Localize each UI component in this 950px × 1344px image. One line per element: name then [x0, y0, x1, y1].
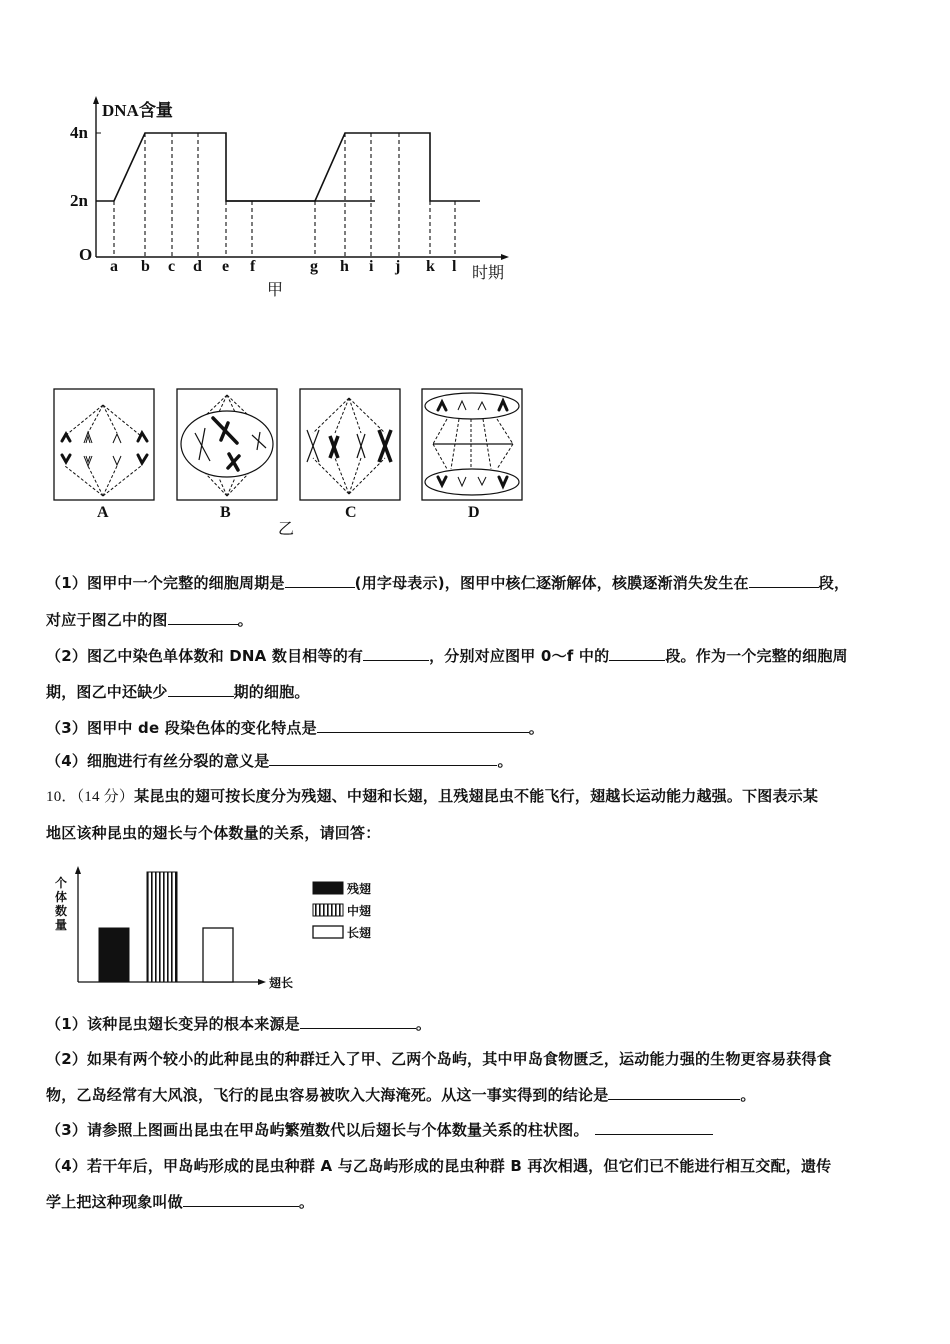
origin-label: O: [79, 245, 93, 264]
x-tick-l: l: [452, 258, 457, 275]
panel-label-d: D: [468, 504, 480, 521]
answer-blank-q10-4[interactable]: [183, 1192, 299, 1207]
answer-blank-q9-2b[interactable]: [609, 646, 665, 661]
q9-part2-line1: （2）图乙中染色单体数和 DNA 数目相等的有 ，分别对应图甲 0～f 中的 段。作为一个完整的细胞周: [46, 647, 848, 665]
answer-blank-q9-1c[interactable]: [168, 610, 238, 625]
y-tick-2n: 2n: [70, 191, 88, 210]
wing-length-bar-chart: [55, 862, 395, 1002]
answer-blank-q9-2a[interactable]: [363, 646, 429, 661]
y-axis-label: 个体数量: [55, 876, 68, 932]
x-tick-e: e: [222, 258, 230, 275]
legend-label-residual: 残翅: [347, 882, 372, 896]
x-tick-j: j: [395, 258, 401, 275]
q9-part3: （3）图甲中 de 段染色体的变化特点是 。: [46, 719, 544, 737]
answer-blank-q10-2[interactable]: [608, 1085, 740, 1100]
q10-part3: （3）请参照上图画出昆虫在甲岛屿繁殖数代以后翅长与个体数量关系的柱状图。: [46, 1119, 713, 1140]
x-axis-label: 时期: [472, 263, 505, 282]
answer-blank-q9-2c[interactable]: [168, 682, 234, 697]
question-number: 10．（14 分）: [46, 789, 135, 805]
bar-long-wing: [203, 928, 233, 982]
legend-label-long: 长翅: [347, 926, 372, 940]
q10-stem-line1: 10．（14 分）某昆虫的翅可按长度分为残翅、中翅和长翅，且残翅昆虫不能飞行，翅越长运动能力越强。下图表示某: [46, 787, 819, 805]
x-tick-labels: [60, 258, 530, 282]
q10-part4-line1: （4）若干年后，甲岛屿形成的昆虫种群 A 与乙岛屿形成的昆虫种群 B 再次相遇，但它们已不能进行相互交配，遗传: [46, 1157, 832, 1175]
q10-part4-line2: 学上把这种现象叫做 。: [46, 1193, 315, 1211]
answer-blank-q9-4[interactable]: [269, 751, 497, 766]
answer-blank-q9-3[interactable]: [317, 718, 529, 733]
y-axis-label: DNA含量: [102, 101, 173, 120]
answer-blank-q10-3[interactable]: [595, 1120, 713, 1135]
answer-blank-q9-1b[interactable]: [749, 573, 819, 588]
figure-jia-caption: 甲: [267, 280, 284, 299]
legend-swatch-middle: [313, 904, 343, 916]
x-tick-i: i: [369, 258, 374, 275]
x-tick-g: g: [310, 258, 318, 275]
figure-yi-caption: 乙: [278, 519, 295, 538]
answer-blank-q10-1[interactable]: [300, 1014, 416, 1029]
panel-label-a: A: [97, 504, 109, 521]
q9-part4: （4）细胞进行有丝分裂的意义是 。: [46, 752, 513, 770]
x-axis-label: 翅长: [269, 976, 294, 990]
x-tick-f: f: [250, 258, 256, 275]
x-tick-a: a: [110, 258, 118, 275]
cell-panel-a: [53, 388, 155, 501]
y-tick-4n: 4n: [70, 123, 88, 142]
cell-panel-b: [176, 388, 278, 501]
q10-part2-line2: 物，乙岛经常有大风浪，飞行的昆虫容易被吹入大海淹死。从这一事实得到的结论是 。: [46, 1086, 756, 1104]
legend-swatch-long: [313, 926, 343, 938]
answer-blank-q9-1a[interactable]: [285, 573, 355, 588]
panel-label-b: B: [220, 504, 231, 521]
x-tick-c: c: [168, 258, 176, 275]
x-tick-b: b: [141, 258, 150, 275]
bar-chart-svg: [55, 862, 395, 1002]
q9-part2-line2: 期，图乙中还缺少 期的细胞。: [46, 683, 310, 701]
figure-jia-dna-graph: [60, 90, 530, 305]
figure-yi-cells: [50, 388, 530, 538]
q10-part2-line1: （2）如果有两个较小的此种昆虫的种群迁入了甲、乙两个岛屿，其中甲岛食物匮乏，运动能力强的生物更容易获得食: [46, 1050, 832, 1068]
cell-panel-c: [299, 388, 401, 501]
x-tick-k: k: [426, 258, 435, 275]
cell-panel-d: [421, 388, 523, 501]
q10-stem-line2: 地区该种昆虫的翅长与个体数量的关系，请回答：: [46, 824, 381, 842]
legend-label-middle: 中翅: [347, 904, 372, 918]
q9-part1-line1: （1）图甲中一个完整的细胞周期是 (用字母表示)，图甲中核仁逐渐解体，核膜逐渐消失发生在 段，: [46, 574, 850, 592]
q9-part1-line2: 对应于图乙中的图 。: [46, 611, 253, 629]
panel-label-c: C: [345, 504, 357, 521]
bar-middle-wing: [147, 872, 177, 982]
x-tick-d: d: [193, 258, 202, 275]
legend-swatch-residual: [313, 882, 343, 894]
bar-residual-wing: [99, 928, 129, 982]
x-tick-h: h: [340, 258, 349, 275]
q10-part1: （1）该种昆虫翅长变异的根本来源是 。: [46, 1015, 432, 1033]
